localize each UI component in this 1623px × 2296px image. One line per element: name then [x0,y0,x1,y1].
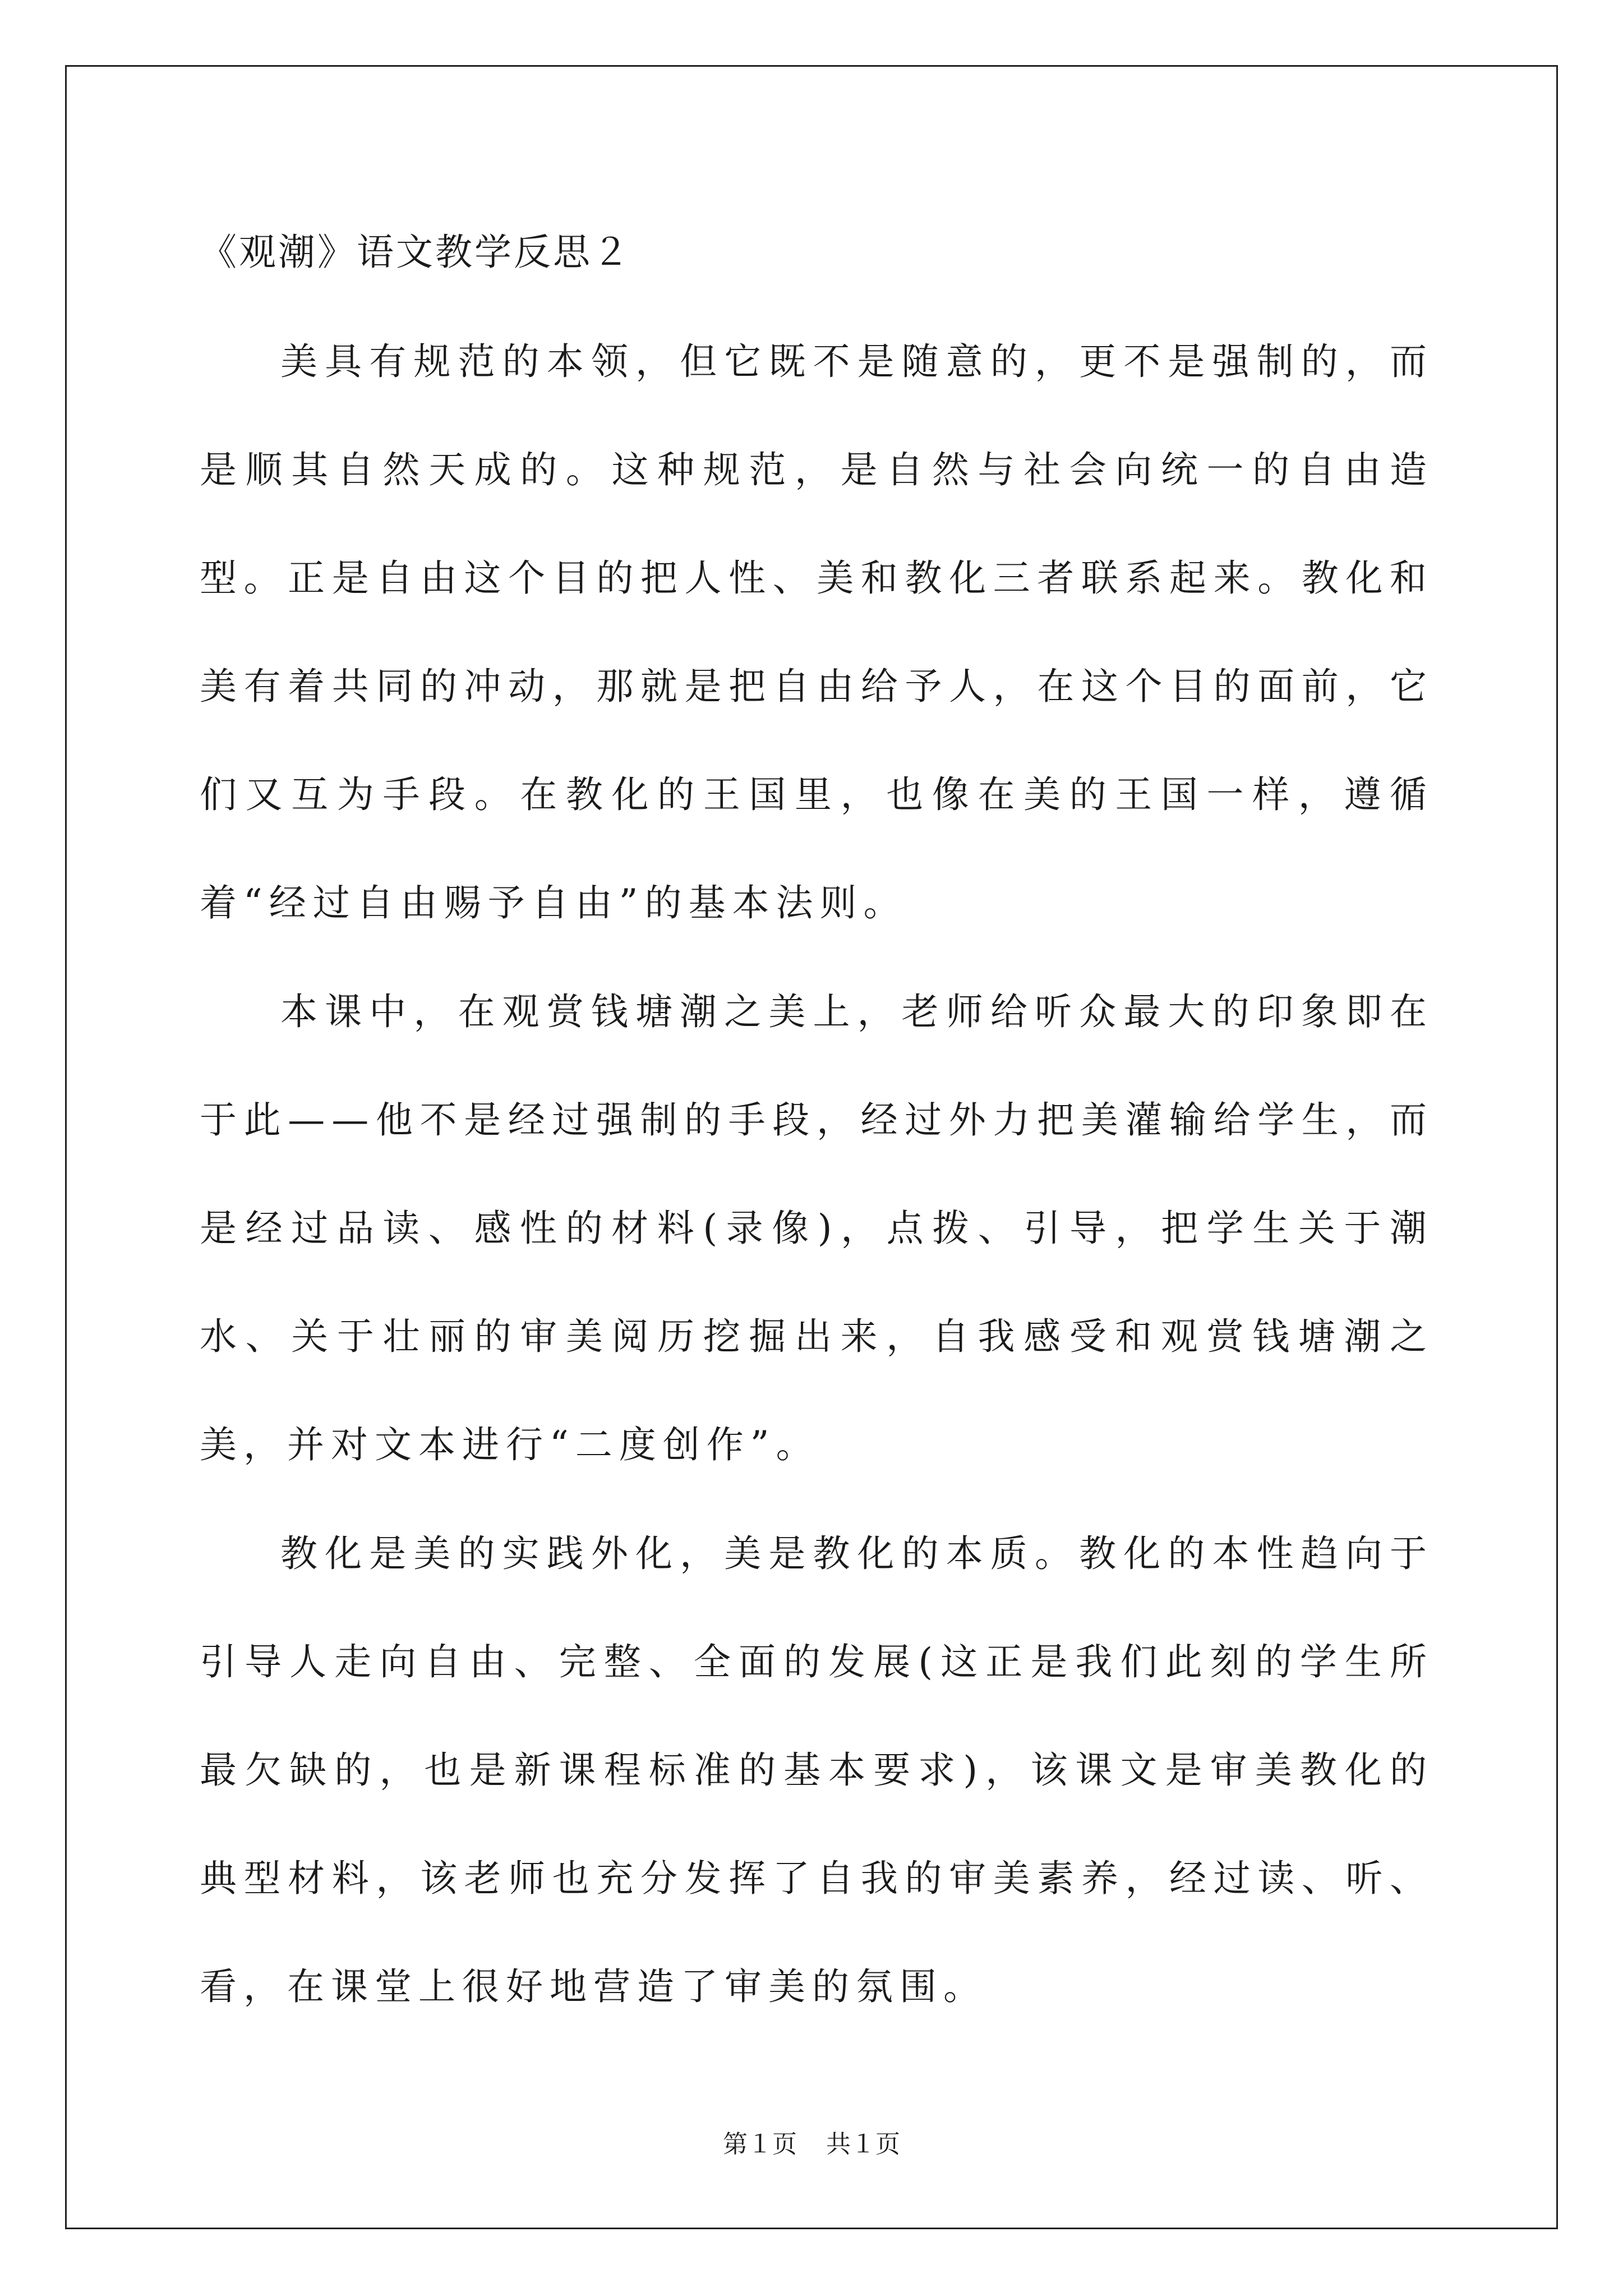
page-footer [0,2128,1623,2161]
paragraph-2: 本课中，在观赏钱塘潮之美上，老师给听众最大的印象即在于此——他不是经过强制的手段，经过外力把美灌输给学生，而是经过品读、感性的材料(录像)，点拨、引导，把学生关于潮水、关于壮丽的审美阅历挖掘出来，自我感受和观赏钱塘潮之美，并对文本进行“二度创作”。 [200,990,1433,1466]
document-title: 《观潮》语文教学反思２ [200,231,631,274]
paragraph-3: 教化是美的实践外化，美是教化的本质。教化的本性趋向于引导人走向自由、完整、全面的发展(这正是我们此刻的学生所最欠缺的，也是新课程标准的基本要求)，该课文是审美教化的典型材料，该老师也充分发挥了自我的审美素养，经过读、听、看，在课堂上很好地营造了审美的氛围。 [200,1532,1433,2008]
paragraph-1: 美具有规范的本领，但它既不是随意的，更不是强制的，而是顺其自然天成的。这种规范，是自然与社会向统一的自由造型。正是自由这个目的把人性、美和教化三者联系起来。教化和美有着共同的冲动，那就是把自由给予人，在这个目的面前，它们又互为手段。在教化的王国里，也像在美的王国一样，遵循着“经过自由赐予自由”的基本法则。 [200,340,1433,924]
page-number: 第１页 [723,2130,797,2159]
page-total: 共１页 [826,2130,900,2159]
